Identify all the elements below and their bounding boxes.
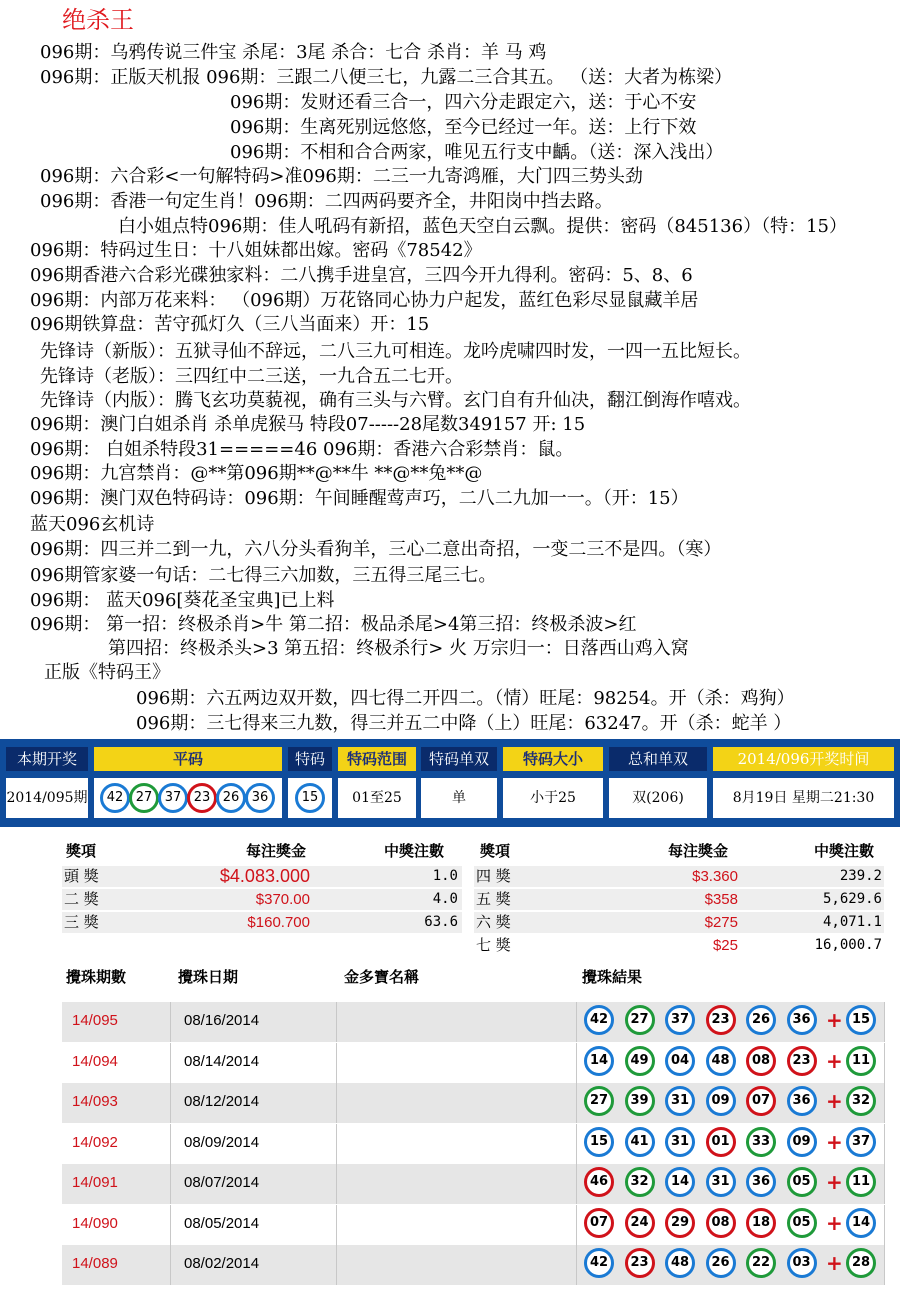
number-ball: 05 — [787, 1167, 817, 1197]
special-number-ball: 32 — [846, 1086, 876, 1116]
history-cell — [336, 1245, 577, 1285]
number-ball: 23 — [187, 783, 217, 813]
prize-header-count: 中獎注數 — [814, 842, 875, 860]
number-ball: 26 — [216, 783, 246, 813]
prize-amount: $275 — [704, 914, 738, 931]
prediction-line: 正版《特码王》 — [44, 662, 170, 683]
history-header-date: 攪珠日期 — [178, 968, 239, 986]
history-cell — [336, 1002, 577, 1042]
header-regular-numbers: 平码 — [94, 747, 282, 771]
prize-amount: $160.700 — [247, 914, 310, 931]
prediction-line: 096期：四三并二到一九，六八分头看狗羊，三心二意出奇招，一变二三不是四。（寒） — [30, 539, 722, 560]
draw-period: 14/092 — [72, 1133, 118, 1151]
plus-sign: + — [826, 1129, 843, 1154]
special-number-ball: 11 — [846, 1046, 876, 1076]
header-special-range: 特码范围 — [338, 747, 416, 771]
prediction-line: 096期：乌鸦传说三件宝 杀尾：3尾 杀合：七合 杀肖：羊 马 鸡 — [40, 42, 547, 63]
prize-header-name: 獎項 — [66, 842, 97, 860]
special-range: 01至25 — [338, 778, 416, 818]
history-row — [62, 1043, 884, 1083]
special-number-ball: 37 — [846, 1127, 876, 1157]
page-title: 绝杀王 — [62, 6, 134, 34]
number-ball: 24 — [625, 1208, 655, 1238]
prediction-line: 第四招：终极杀头>3 第五招：终极杀行> 火 万宗归一：日落西山鸡入窝 — [108, 638, 689, 659]
prize-count: 16,000.7 — [814, 937, 882, 953]
plus-sign: + — [826, 1089, 843, 1113]
prize-row-bg — [474, 866, 884, 887]
number-ball: 27 — [129, 783, 159, 813]
draw-period: 14/091 — [72, 1174, 118, 1191]
number-ball: 23 — [625, 1248, 655, 1278]
prize-amount: $3.360 — [692, 868, 738, 885]
prediction-line: 096期：内部万花来料： （096期）万花铬同心协力户起发，蓝红色彩尽显鼠藏羊居 — [30, 290, 699, 311]
draw-date: 08/05/2014 — [184, 1214, 260, 1232]
plus-sign: + — [826, 1008, 843, 1032]
special-number-ball: 14 — [846, 1208, 876, 1238]
number-ball: 36 — [787, 1086, 817, 1116]
prediction-line: 096期管家婆一句话：二七得三六加数，三五得三尾三七。 — [30, 565, 497, 586]
draw-period: 14/090 — [72, 1214, 118, 1232]
next-draw-time: 8月19日 星期二21:30 — [713, 778, 894, 818]
number-ball: 31 — [665, 1086, 695, 1116]
prediction-line: 白小姐点特096期：佳人吼码有新招，蓝色天空白云飘。提供：密码（845136）（特：15） — [118, 216, 847, 237]
results-strip — [0, 739, 900, 827]
prediction-line: 096期：发财还看三合一，四六分走跟定六，送：于心不安 — [230, 92, 697, 113]
number-ball: 29 — [665, 1208, 695, 1238]
number-ball: 48 — [706, 1046, 736, 1076]
draw-date: 08/07/2014 — [184, 1174, 260, 1191]
special-number-ball: 11 — [846, 1167, 876, 1197]
prize-header-name: 獎項 — [480, 842, 511, 860]
history-cell — [336, 1043, 577, 1083]
prediction-line: 096期：正版天机报 096期：三跟二八便三七，九露二三合其五。 （送：大者为栋梁） — [40, 67, 733, 88]
number-ball: 27 — [584, 1086, 614, 1116]
number-ball: 49 — [625, 1046, 655, 1076]
prize-count: 63.6 — [424, 914, 458, 930]
number-ball: 03 — [787, 1248, 817, 1278]
prize-count: 4.0 — [432, 891, 458, 907]
number-ball: 27 — [625, 1005, 655, 1035]
number-ball: 36 — [746, 1167, 776, 1197]
history-cell — [336, 1083, 577, 1123]
prize-amount: $25 — [712, 937, 738, 954]
history-row — [62, 1083, 884, 1123]
header-special-number: 特码 — [288, 747, 332, 771]
draw-period: 2014/095期 — [6, 778, 88, 818]
regular-balls — [94, 778, 282, 818]
prediction-line: 096期香港六合彩光碟独家料：二八携手进皇宫，三四今开九得利。密码：5、8、6 — [30, 265, 693, 286]
number-ball: 22 — [746, 1248, 776, 1278]
number-ball: 42 — [584, 1005, 614, 1035]
prediction-line: 096期：不相和合合两家，唯见五行支中齲。（送：深入浅出） — [230, 142, 724, 163]
prediction-line: 096期：九宫禁肖：@**第096期**@**牛 **@**兔**@ — [30, 463, 483, 484]
number-ball: 42 — [584, 1248, 614, 1278]
special-number-ball: 28 — [846, 1248, 876, 1278]
draw-period: 14/089 — [72, 1255, 118, 1272]
history-row — [62, 1245, 884, 1285]
prediction-line: 096期：六五两边双开数，四七得二开四二。（情）旺尾：98254。开（杀：鸡狗） — [136, 688, 795, 709]
special-size: 小于25 — [503, 778, 603, 818]
number-ball: 31 — [665, 1127, 695, 1157]
prize-count: 5,629.6 — [822, 891, 882, 907]
prize-count: 239.2 — [839, 868, 882, 884]
history-cell — [336, 1164, 577, 1204]
plus-sign: + — [826, 1251, 843, 1275]
header-sum-odd-even: 总和单双 — [609, 747, 707, 771]
prize-name: 頭 獎 — [64, 867, 99, 885]
special-number-ball: 15 — [295, 783, 325, 813]
history-header-period: 攪珠期數 — [66, 968, 127, 986]
prize-amount: $370.00 — [255, 891, 310, 908]
number-ball: 14 — [584, 1046, 614, 1076]
header-special-size: 特码大小 — [503, 747, 603, 771]
header-special-odd-even: 特码单双 — [421, 747, 497, 771]
history-header-result: 攪珠結果 — [582, 968, 643, 986]
number-ball: 39 — [625, 1086, 655, 1116]
number-ball: 09 — [787, 1127, 817, 1157]
number-ball: 46 — [584, 1167, 614, 1197]
prize-count: 4,071.1 — [822, 914, 882, 930]
prize-name: 七 獎 — [476, 936, 511, 954]
prediction-line: 先锋诗（内版）：腾飞玄功莫藐视，确有三头与六臂。玄门自有升仙决，翻江倒海作嘻戏。 — [40, 390, 751, 411]
history-cell — [336, 1124, 577, 1164]
plus-sign: + — [826, 1210, 843, 1235]
prize-name: 四 獎 — [476, 867, 511, 885]
prize-header-amount: 每注獎金 — [246, 842, 307, 860]
prize-name: 二 獎 — [64, 890, 99, 908]
prize-amount: $4.083.000 — [219, 866, 310, 886]
prediction-line: 096期：澳门双色特码诗：096期：午间睡醒莺声巧，二八二九加一一。（开：15） — [30, 488, 689, 509]
number-ball: 07 — [584, 1208, 614, 1238]
plus-sign: + — [826, 1170, 843, 1194]
number-ball: 08 — [706, 1208, 736, 1238]
prediction-line: 096期：六合彩<一句解特码>准096期：二三一九寄鸿雁，大门四三势头劲 — [40, 166, 643, 187]
prediction-line: 096期：三七得来三九数，得三并五二中降（上）旺尾：63247。开（杀：蛇羊 ） — [136, 713, 792, 734]
number-ball: 41 — [625, 1127, 655, 1157]
prize-amount: $358 — [704, 891, 738, 908]
history-row — [62, 1124, 884, 1164]
prize-count: 1.0 — [432, 868, 458, 884]
draw-date: 08/14/2014 — [184, 1052, 260, 1070]
plus-sign: + — [826, 1048, 843, 1073]
prize-name: 六 獎 — [476, 913, 511, 931]
number-ball: 08 — [746, 1046, 776, 1076]
number-ball: 32 — [625, 1167, 655, 1197]
draw-date: 08/09/2014 — [184, 1133, 260, 1151]
number-ball: 37 — [665, 1005, 695, 1035]
number-ball: 23 — [787, 1046, 817, 1076]
draw-period: 14/094 — [72, 1052, 118, 1070]
number-ball: 33 — [746, 1127, 776, 1157]
draw-period: 14/093 — [72, 1093, 118, 1110]
prediction-line: 先锋诗（新版）：五狱寻仙不辞远，二八三九可相连。龙吟虎啸四时发，一四一五比短长。 — [40, 341, 751, 362]
history-cell — [336, 1205, 577, 1245]
prediction-line: 蓝天096玄机诗 — [30, 514, 155, 535]
prediction-line: 096期： 白姐杀特段31=====46 096期：香港六合彩禁肖：鼠。 — [30, 439, 574, 460]
number-ball: 42 — [100, 783, 130, 813]
number-ball: 23 — [706, 1005, 736, 1035]
history-header-name: 金多寶名稱 — [344, 968, 420, 986]
history-row — [62, 1205, 884, 1245]
number-ball: 05 — [787, 1208, 817, 1238]
number-ball: 48 — [665, 1248, 695, 1278]
number-ball: 04 — [665, 1046, 695, 1076]
special-number-ball: 15 — [846, 1005, 876, 1035]
draw-date: 08/16/2014 — [184, 1012, 260, 1029]
history-row — [62, 1002, 884, 1042]
number-ball: 14 — [665, 1167, 695, 1197]
number-ball: 26 — [746, 1005, 776, 1035]
prize-name: 五 獎 — [476, 890, 511, 908]
prediction-line: 096期：生离死别远悠悠，至今已经过一年。送：上行下效 — [230, 117, 697, 138]
number-ball: 37 — [158, 783, 188, 813]
number-ball: 36 — [787, 1005, 817, 1035]
prize-header-count: 中獎注數 — [384, 842, 445, 860]
prediction-line: 096期：特码过生日：十八姐妹都出嫁。密码《78542》 — [30, 240, 482, 261]
history-row — [62, 1164, 884, 1204]
prize-header-amount: 每注獎金 — [668, 842, 729, 860]
number-ball: 01 — [706, 1127, 736, 1157]
header-current-draw: 本期开奖 — [6, 747, 88, 771]
prediction-line: 096期： 蓝天096[葵花圣宝典]已上料 — [30, 590, 335, 611]
prediction-line: 先锋诗（老版）：三四红中二三送，一九合五二七开。 — [40, 366, 463, 387]
sum-odd-even: 双(206) — [609, 778, 707, 818]
draw-date: 08/12/2014 — [184, 1093, 260, 1110]
header-next-draw-time: 2014/096开奖时间 — [713, 747, 894, 771]
number-ball: 36 — [245, 783, 275, 813]
special-ball-cell — [288, 778, 332, 818]
draw-period: 14/095 — [72, 1012, 118, 1029]
prediction-line: 096期： 第一招：终极杀肖>牛 第二招：极品杀尾>4第三招：终极杀波>红 — [30, 614, 637, 635]
prize-name: 三 獎 — [64, 913, 99, 931]
number-ball: 15 — [584, 1127, 614, 1157]
draw-date: 08/02/2014 — [184, 1255, 260, 1272]
number-ball: 09 — [706, 1086, 736, 1116]
special-odd-even: 单 — [421, 778, 497, 818]
prediction-line: 096期铁算盘：苦守孤灯久（三八当面来）开：15 — [30, 314, 430, 335]
prediction-line: 096期：澳门白姐杀肖 杀单虎猴马 特段07-----28尾数349157 开: 15 — [30, 414, 586, 435]
prediction-line: 096期：香港一句定生肖！096期：二四两码要齐全，井阳岗中挡去路。 — [40, 191, 613, 212]
number-ball: 31 — [706, 1167, 736, 1197]
number-ball: 07 — [746, 1086, 776, 1116]
number-ball: 18 — [746, 1208, 776, 1238]
number-ball: 26 — [706, 1248, 736, 1278]
